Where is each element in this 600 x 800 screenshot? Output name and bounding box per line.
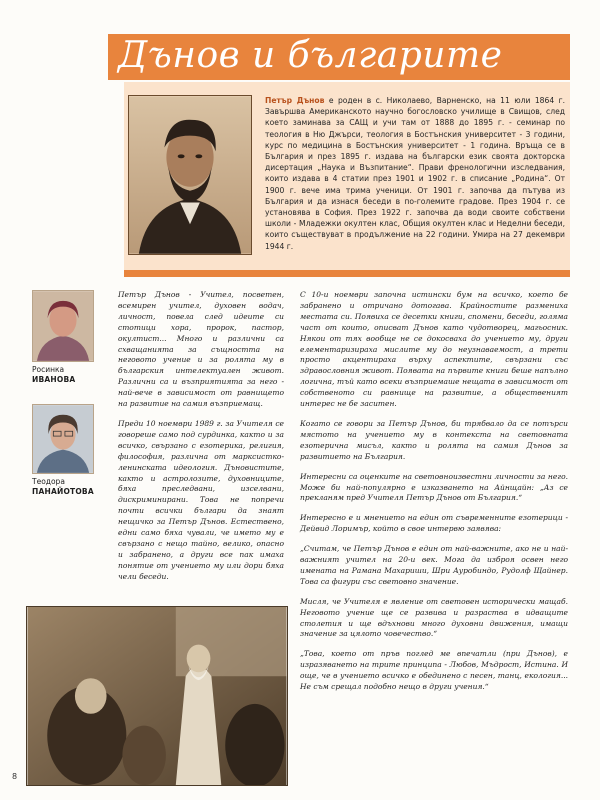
paragraph: С 10-и ноември започна истински бум на всичко, което бе забранено и отричано дотогава. Крайностите размениха местата си. Появиха се десетки книги, спомени, беседи, голяма част от които, описват Дънов като чудотворец, магьосник. Някои от тях вообще не се докосваха до учението му, други елементаризираха мислите му до неузнаваемост, а трети просто акцентираха върху аспектите, свързани със здравословния живот. Появата на първите книги беше напълно логична, тъй като всеки възприемаше нещата в зависимост от собственото си равнище на развитие, а общественият интерес не бе заситен. (300, 290, 568, 409)
author-last-name: ИВАНОВА (32, 375, 76, 384)
author-photo-panayotova (32, 404, 94, 474)
paragraph: Когато се говори за Петър Дънов, би трябвало да се потърси мястото на учението му в контекста на световната езотерична мисъл, както и ролята на самия Дънов за развитието на България. (300, 418, 568, 461)
paragraph: „Считам, че Петър Дънов е един от най-важните, ако не и най-важният учител на 20-и век. Мога да изброя освен него имената на Рамана Махариши, Шри Ауробиндо, Рудолф Щайнер. Това са фигури със световно значение. (300, 544, 568, 586)
divider-bar (124, 270, 570, 277)
paragraph: Преди 10 ноември 1989 г. за Учителя се говореше само под сурдинка, както и за всичко, свързано с езотерика, религия, философия, различна от марксистко-ленинската идеология. Дъновистите, както и астролозите, духовниците, бяха преследвани, изселвани, дискриминирани. Това не попречи почти всички българи да знаят нещичко за Петър Дънов. Естествено, едни само бяха чували, че името му е свързано с нещо тайно, велико, опасно и забранено, а други все пак имаха понятие от учението му или дори бяха чели беседи. (118, 418, 284, 581)
bio-body: е роден в с. Николаево, Варненско, на 11 юли 1864 г. Завършва Американското научно богословско училище в Свищов, след което заминава за САЩ и учи там от 1888 до 1895 г. - семинар по теология в Ню Джърси, теология в Бостънския университет - 3 години, курс по медицина в Бостънския университет - 1 година. Връща се в България и през 1895 г. издава на български език своята докторска дисертация „Наука и Възпитание“. Прави френологични изследвания, които издава в 4 статии през 1901 и 1902 г. в списание „Родина“. От 1900 г. вече има трима ученици. От 1901 г. започва да пътува из България и да изнася беседи в по-големите градове. През 1904 г. се установява в София. През 1922 г. започва да води своите собствени школи - Младежки окултен клас, Общия окултен клас и Неделни беседи, които съществуват в продължение на 22 години. Умира на 27 декември 1944 г. (265, 96, 565, 251)
paragraph: „Това, което от пръв поглед ме впечатли (при Дънов), е изразяването на трите принципа - Любов, Мъдрост, Истина. И още, че в учението всичко е обединено с песен, танц, екология... Не съм срещал подобно нещо в други учения.“ (300, 649, 568, 692)
author-first-name: Теодора (32, 477, 65, 486)
author-name-ivanova (32, 365, 75, 385)
author-name-panayotova (32, 477, 94, 497)
bio-name: Петър Дънов (265, 96, 325, 105)
author-photo-ivanova (32, 290, 94, 362)
paragraph: Интересни са оценките на световноизвестни личности за него. Може би най-популярно е изказването на Айнщайн: „Аз се прекланям пред Учителя Петър Дънов от България.“ (300, 471, 568, 503)
article-column-2 (300, 290, 568, 702)
paragraph: Интересно е и мнението на един от съвременните езотерици - Дейвид Лоримър, който в свое интервю заявява: (300, 513, 568, 534)
biography-text (265, 95, 565, 252)
page-title: Дънов и българите (118, 35, 503, 76)
author-first-name: Росинка (32, 365, 65, 374)
paragraph: Петър Дънов - Учител, посветен, всемирен учител, духовен водач, личност, повела след идеите си стотици хора, пророк, пастор, окултист... Много и различни са схващанията за същността на неговото учение и за ролята му в българския интелектуален живот. Различни са и възприятията за него - най-вече в зависимост от равнището на развитие на самия възприемащ. (118, 290, 284, 409)
page-number: 8 (12, 772, 18, 781)
title-banner (108, 34, 570, 80)
portrait-photo (128, 95, 252, 255)
paragraph: Мисля, че Учителя е явление от световен исторически мащаб. Неговото учение ще се развива и разраства в идващите столетия и ще вдъхнови много духовни движения, имащи значение за цялото човечество.“ (300, 596, 568, 639)
author-last-name: ПАНАЙОТОВА (32, 487, 94, 496)
historical-photo (26, 606, 288, 786)
article-column-1 (118, 290, 284, 592)
